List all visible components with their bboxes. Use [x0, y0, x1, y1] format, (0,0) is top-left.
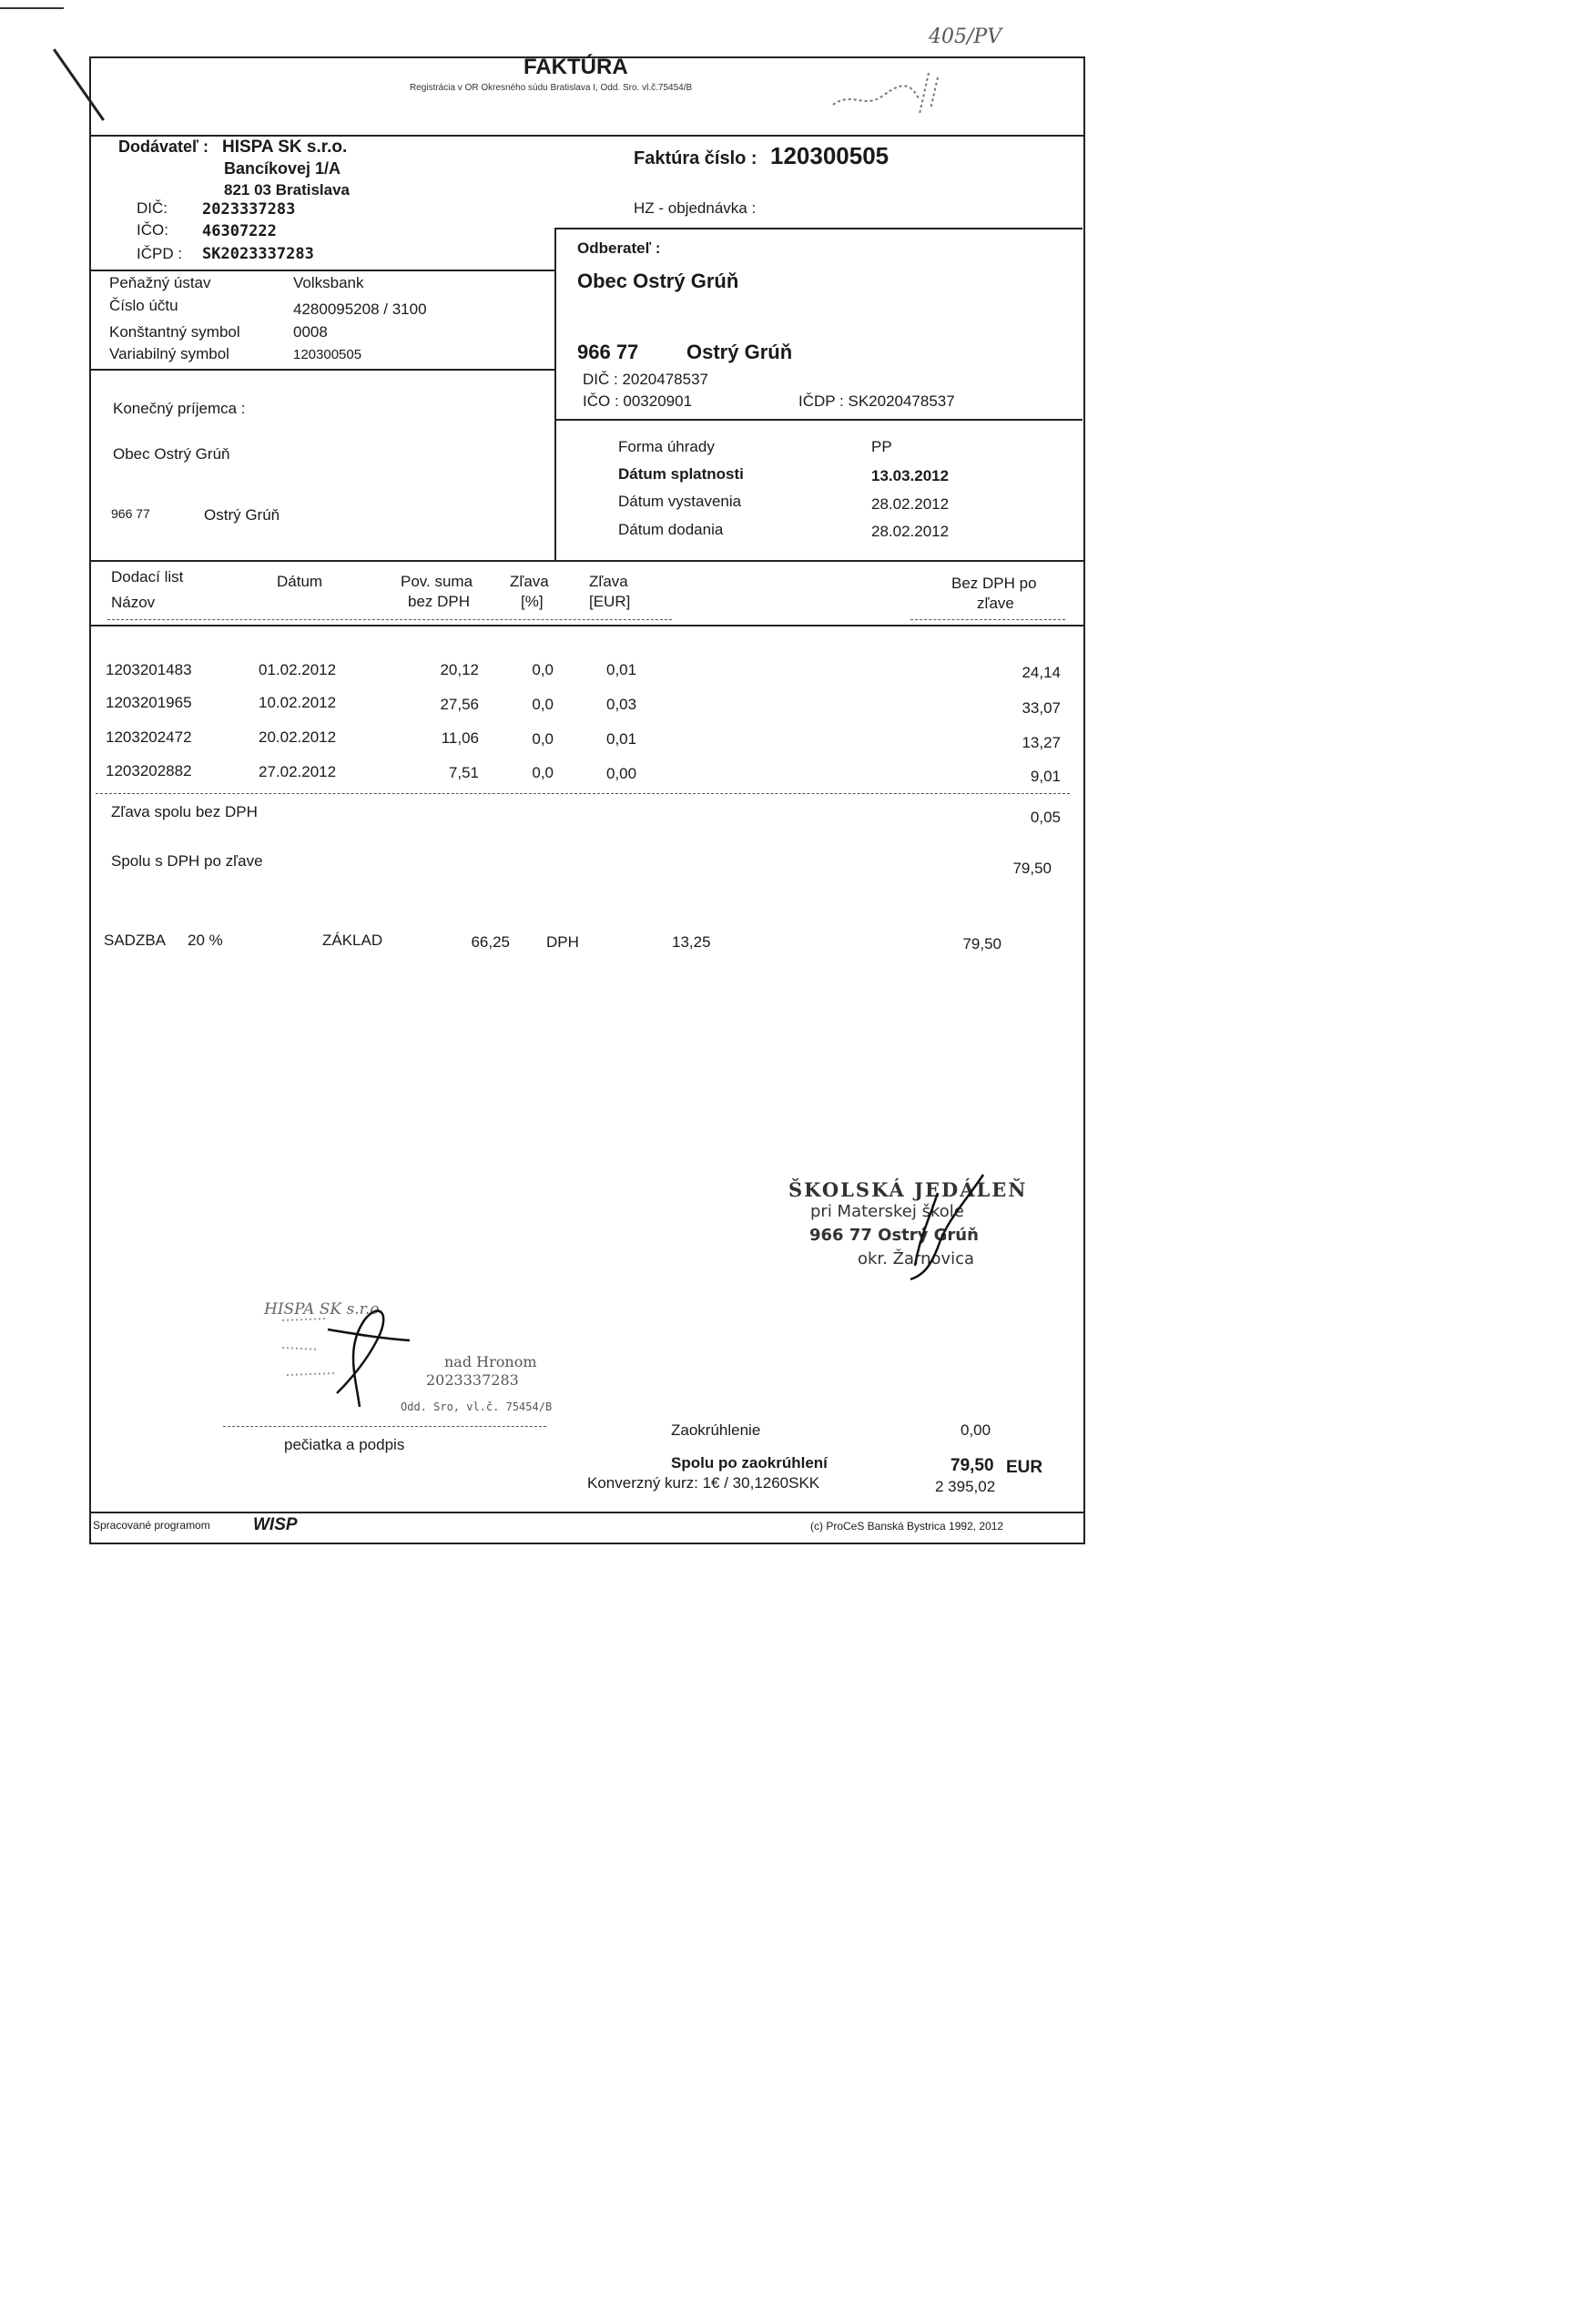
- handwritten-ref: 405/PV: [929, 25, 1002, 48]
- row-eur: 0,00: [606, 765, 637, 782]
- supplier-divider: [89, 270, 555, 271]
- header-underline-1: [107, 619, 672, 620]
- supplier-name: HISPA SK s.r.o.: [222, 137, 348, 157]
- conversion-label: Konverzný kurz: 1€ / 30,1260SKK: [587, 1474, 820, 1492]
- header-pct-2: [%]: [521, 593, 544, 610]
- delivered-date-value: 28.02.2012: [871, 523, 950, 540]
- footer-program: WISP: [253, 1515, 298, 1534]
- row-amount: 7,51: [448, 764, 479, 781]
- row-pct: 0,0: [532, 661, 554, 678]
- footer-processed-label: Spracované programom: [93, 1519, 210, 1532]
- vat-label: DPH: [546, 933, 579, 951]
- supplier-icdph-label: IČPD :: [137, 245, 183, 262]
- row-eur: 0,01: [606, 661, 637, 678]
- row-amount: 27,56: [440, 696, 479, 713]
- row-amount: 20,12: [440, 661, 479, 678]
- footer-divider: [89, 1512, 1083, 1513]
- row-doc: 1203202472: [106, 728, 192, 746]
- vat-value: 13,25: [672, 933, 711, 951]
- customer-label: Odberateľ :: [577, 239, 661, 257]
- customer-name: Obec Ostrý Grúň: [577, 270, 739, 292]
- vat-rate-label: SADZBA: [104, 932, 167, 949]
- row-pct: 0,0: [532, 696, 554, 713]
- row-eur: 0,01: [606, 730, 637, 748]
- header-net-2: zľave: [977, 595, 1014, 612]
- header-underline-2: [910, 619, 1065, 620]
- var-symbol-label: Variabilný symbol: [109, 345, 229, 362]
- header-net-1: Bez DPH po: [951, 575, 1037, 592]
- row-eur: 0,03: [606, 696, 637, 713]
- school-signature: [874, 1166, 1001, 1284]
- row-doc: 1203201483: [106, 661, 192, 678]
- school-stamp-line1: ŠKOLSKÁ JEDÁLEŇ: [788, 1178, 1028, 1201]
- center-divider: [554, 228, 556, 560]
- school-stamp-line4: okr. Žarnovica: [858, 1249, 975, 1268]
- row-net: 13,27: [1022, 734, 1061, 751]
- row-net: 24,14: [1022, 664, 1061, 681]
- vat-base-label: ZÁKLAD: [322, 932, 383, 949]
- company-stamp-line3: 2023337283: [426, 1371, 519, 1389]
- invoice-number-label: Faktúra číslo :: [634, 148, 757, 168]
- customer-zip: 966 77: [577, 341, 639, 363]
- const-symbol-value: 0008: [293, 323, 328, 341]
- supplier-dic: 2023337283: [202, 200, 296, 219]
- row-net: 9,01: [1030, 768, 1061, 785]
- header-name: Názov: [111, 594, 156, 611]
- scan-corner-line: [0, 7, 64, 9]
- order-label: HZ - objednávka :: [634, 199, 757, 217]
- header-eur-1: Zľava: [589, 573, 628, 590]
- rounded-total-currency: EUR: [1006, 1458, 1043, 1477]
- school-stamp-line2: pri Materskej škole: [810, 1202, 964, 1221]
- header-eur-2: [EUR]: [589, 593, 631, 610]
- conversion-value: 2 395,02: [935, 1478, 996, 1495]
- header-date: Dátum: [277, 573, 323, 590]
- final-recipient-name: Obec Ostrý Grúň: [113, 445, 230, 463]
- account-value: 4280095208 / 3100: [293, 300, 427, 318]
- footer-copyright: (c) ProCeS Banská Bystrica 1992, 2012: [810, 1520, 1004, 1533]
- header-amount-1: Pov. suma: [401, 573, 473, 590]
- header-pct-1: Zľava: [510, 573, 549, 590]
- invoice-divider: [554, 228, 1083, 229]
- invoice-number: 120300505: [770, 142, 889, 169]
- row-net: 33,07: [1022, 699, 1061, 717]
- issued-date-label: Dátum vystavenia: [618, 493, 742, 510]
- supplier-city: 821 03 Bratislava: [224, 181, 350, 199]
- header-doc: Dodací list: [111, 568, 184, 586]
- vat-base-value: 66,25: [471, 933, 510, 951]
- supplier-icdph: SK2023337283: [202, 245, 314, 263]
- company-stamp-line2: nad Hronom: [444, 1353, 537, 1370]
- supplier-dic-label: DIČ:: [137, 199, 168, 217]
- const-symbol-label: Konštantný symbol: [109, 323, 240, 341]
- signature-label: pečiatka a podpis: [284, 1436, 405, 1453]
- company-stamp-line1: HISPA SK s.r.o.: [264, 1300, 384, 1319]
- row-date: 01.02.2012: [259, 661, 337, 678]
- due-date-label: Dátum splatnosti: [618, 465, 744, 483]
- company-stamp-line4: Odd. Sro, vl.č. 75454/B: [401, 1400, 553, 1413]
- supplier-label: Dodávateľ :: [118, 137, 208, 156]
- supplier-ico: 46307222: [202, 222, 277, 240]
- rounded-total-value: 79,50: [950, 1456, 994, 1475]
- grand-total-value: 79,50: [1012, 860, 1052, 877]
- rounding-value: 0,00: [961, 1421, 991, 1439]
- rounding-label: Zaokrúhlenie: [671, 1421, 761, 1439]
- handwritten-scribble: [828, 64, 956, 118]
- row-doc: 1203201965: [106, 694, 192, 711]
- final-recipient-label: Konečný príjemca :: [113, 400, 246, 417]
- customer-dic: DIČ : 2020478537: [583, 371, 708, 388]
- customer-icdph: IČDP : SK2020478537: [798, 392, 955, 410]
- row-pct: 0,0: [532, 764, 554, 781]
- signature-line: [223, 1426, 546, 1427]
- customer-city: Ostrý Grúň: [686, 341, 793, 363]
- row-date: 27.02.2012: [259, 763, 337, 780]
- bank-divider: [89, 369, 555, 371]
- supplier-street: Bancíkovej 1/A: [224, 159, 341, 178]
- account-label: Číslo účtu: [109, 297, 178, 314]
- table-bottom-rule: [96, 793, 1070, 794]
- final-recipient-city: Ostrý Grúň: [204, 506, 280, 524]
- vat-sum-value: 79,50: [962, 935, 1001, 952]
- discount-total-value: 0,05: [1030, 809, 1061, 826]
- delivered-date-label: Dátum dodania: [618, 521, 724, 538]
- supplier-ico-label: IČO:: [137, 221, 168, 239]
- customer-ico: IČO : 00320901: [583, 392, 693, 410]
- table-header-divider: [89, 625, 1083, 626]
- table-top-divider: [89, 560, 1083, 562]
- bank-label: Peňažný ústav: [109, 274, 211, 291]
- row-doc: 1203202882: [106, 762, 192, 779]
- rounded-total-label: Spolu po zaokrúhlení: [671, 1454, 828, 1472]
- company-signature: [273, 1293, 455, 1421]
- invoice-title: FAKTÚRA: [524, 55, 628, 79]
- final-recipient-zip: 966 77: [111, 506, 150, 521]
- grand-total-label: Spolu s DPH po zľave: [111, 852, 263, 870]
- issued-date-value: 28.02.2012: [871, 495, 950, 513]
- payment-form-value: PP: [871, 438, 892, 455]
- row-amount: 11,06: [441, 729, 479, 747]
- due-date-value: 13.03.2012: [871, 467, 950, 484]
- registration-note: Registrácia v OR Okresného súdu Bratislava I, Odd. Sro. vl.č.75454/B: [410, 83, 693, 93]
- row-date: 10.02.2012: [259, 694, 337, 711]
- row-pct: 0,0: [532, 730, 554, 748]
- school-stamp-line3: 966 77 Ostrý Grúň: [809, 1226, 979, 1245]
- header-divider: [89, 135, 1083, 137]
- customer-divider: [554, 419, 1083, 421]
- vat-rate-value: 20 %: [188, 932, 223, 949]
- header-amount-2: bez DPH: [408, 593, 471, 610]
- bank-value: Volksbank: [293, 274, 364, 291]
- row-date: 20.02.2012: [259, 728, 337, 746]
- var-symbol-value: 120300505: [293, 347, 362, 362]
- payment-form-label: Forma úhrady: [618, 438, 715, 455]
- discount-total-label: Zľava spolu bez DPH: [111, 803, 258, 820]
